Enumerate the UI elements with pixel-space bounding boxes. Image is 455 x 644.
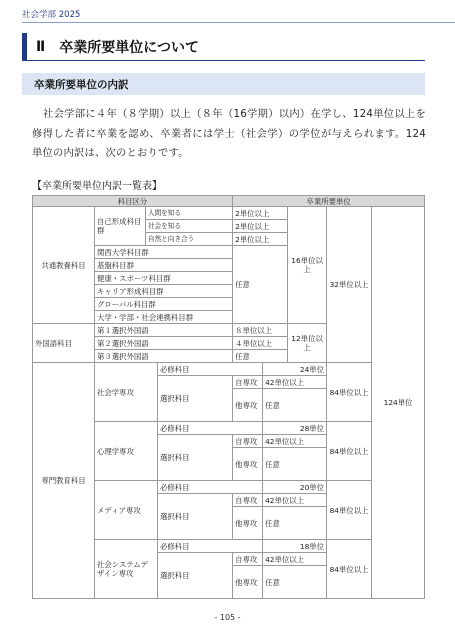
other-major-units: 任意 [263, 448, 327, 481]
own-major-label: 自専攻 [233, 553, 263, 566]
track-name: 社会学専攻 [95, 363, 158, 422]
own-major-units: 42単位以上 [263, 494, 327, 507]
header-tag: 社会学部 2025 [22, 10, 81, 20]
header-divider [22, 22, 455, 23]
other-major-label: 他専攻 [233, 566, 263, 599]
self-item-name: 自然と向き合う [146, 233, 233, 246]
track-total: 84単位以上 [327, 540, 372, 599]
self-item-units: 2単位以上 [233, 220, 288, 233]
course-group: グローバル科目群 [95, 298, 233, 311]
self-item-name: 社会を知る [146, 220, 233, 233]
section-title-text: 卒業所要単位について [59, 39, 199, 56]
self-item-units: 2単位以上 [233, 233, 288, 246]
self-formation-group: 自己形成科目群 [95, 207, 146, 246]
foreign-row-units: 任意 [233, 350, 288, 363]
own-major-units: 42単位以上 [263, 435, 327, 448]
required-label: 必修科目 [158, 422, 263, 435]
course-group: 大学・学部・社会連携科目群 [95, 311, 233, 324]
foreign-label: 外国語科目 [33, 324, 95, 363]
foreign-row-name: 第３選択外国語 [95, 350, 233, 363]
common-subtotal: 16単位以上 [288, 207, 327, 324]
own-major-label: 自専攻 [233, 494, 263, 507]
track-name: メディア専攻 [95, 481, 158, 540]
section-number: Ⅱ [36, 38, 46, 55]
foreign-subtotal: 12単位以上 [288, 324, 327, 363]
page-number: - 105 - [214, 613, 241, 622]
other-major-units: 任意 [263, 389, 327, 422]
required-label: 必修科目 [158, 481, 263, 494]
required-label: 必修科目 [158, 540, 263, 553]
common-foreign-total: 32単位以上 [327, 207, 372, 363]
track-name: 社会システムデザイン専攻 [95, 540, 158, 599]
other-major-label: 他専攻 [233, 389, 263, 422]
credit-table [32, 195, 425, 599]
self-item-name: 人間を知る [146, 207, 233, 220]
required-units: 24単位 [263, 363, 327, 376]
course-group: 基盤科目群 [95, 259, 233, 272]
own-major-label: 自専攻 [233, 435, 263, 448]
course-group: 関西大学科目群 [95, 246, 233, 259]
track-total: 84単位以上 [327, 481, 372, 540]
table-title: 【卒業所要単位内訳一覧表】 [32, 181, 162, 192]
own-major-units: 42単位以上 [263, 376, 327, 389]
other-major-label: 他専攻 [233, 448, 263, 481]
foreign-row-name: 第２選択外国語 [95, 337, 233, 350]
required-units: 18単位 [263, 540, 327, 553]
course-group: 健康・スポーツ科目群 [95, 272, 233, 285]
foreign-row-units: ４単位以上 [233, 337, 288, 350]
header-units: 卒業所要単位 [233, 196, 425, 207]
required-units: 20単位 [263, 481, 327, 494]
intro-paragraph: 社会学部に４年（８学期）以上（８年（16学期）以内）在学し、124単位以上を修得した者に卒業を認め、卒業者には学士（社会学）の学位が与えられます。124単位の内訳は、次のとおりです。 [32, 108, 426, 159]
table-header-row [33, 196, 425, 207]
other-major-label: 他専攻 [233, 507, 263, 540]
major-label: 専門教育科目 [33, 363, 95, 599]
own-major-units: 42単位以上 [263, 553, 327, 566]
track-total: 84単位以上 [327, 422, 372, 481]
required-units: 28単位 [263, 422, 327, 435]
elective-label: 選択科目 [158, 376, 233, 422]
own-major-label: 自専攻 [233, 376, 263, 389]
elective-label: 選択科目 [158, 553, 233, 599]
subsection-title: 卒業所要単位の内訳 [22, 73, 425, 95]
section-title [22, 33, 425, 61]
other-major-units: 任意 [263, 566, 327, 599]
track-total: 84単位以上 [327, 363, 372, 422]
course-group: キャリア形成科目群 [95, 285, 233, 298]
other-major-units: 任意 [263, 507, 327, 540]
other-groups-units: 任意 [233, 246, 288, 324]
header-category: 科目区分 [33, 196, 233, 207]
common-label: 共通教養科目 [33, 207, 95, 324]
grand-total: 124単位 [372, 207, 425, 599]
self-item-units: 2単位以上 [233, 207, 288, 220]
track-name: 心理学専攻 [95, 422, 158, 481]
required-label: 必修科目 [158, 363, 263, 376]
foreign-row-name: 第１選択外国語 [95, 324, 233, 337]
foreign-row-units: ８単位以上 [233, 324, 288, 337]
elective-label: 選択科目 [158, 494, 233, 540]
elective-label: 選択科目 [158, 435, 233, 481]
